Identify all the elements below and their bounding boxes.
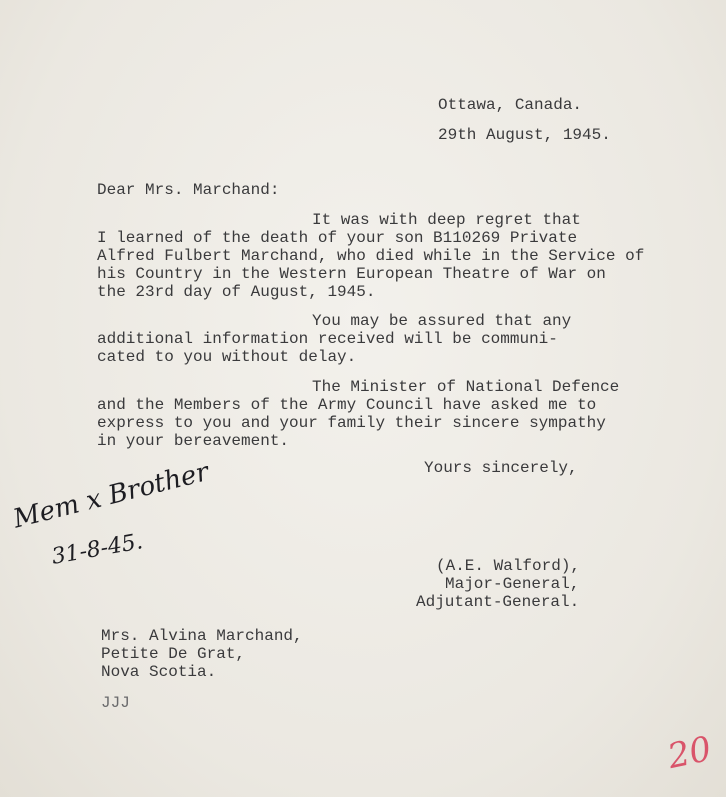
address-line: Mrs. Alvina Marchand,: [101, 627, 303, 645]
paragraph-line: The Minister of National Defence: [312, 378, 620, 396]
paragraph-line: It was with deep regret that: [312, 211, 581, 229]
paragraph-line: express to you and your family their sincere sympathy: [97, 414, 606, 432]
paragraph-line: cated to you without delay.: [97, 348, 357, 366]
paragraph-line: and the Members of the Army Council have asked me to: [97, 396, 597, 414]
address-line: Nova Scotia.: [101, 663, 217, 681]
paragraph-line: his Country in the Western European Theatre of War on: [97, 265, 606, 283]
paragraph-line: Alfred Fulbert Marchand, who died while in the Service of: [97, 247, 645, 265]
paragraph-line: the 23rd day of August, 1945.: [97, 283, 376, 301]
letter-place: Ottawa, Canada.: [438, 96, 583, 114]
handwritten-note: Mem x Brother: [10, 457, 212, 535]
typist-initials: JJJ: [101, 694, 130, 712]
signature-rank: Major-General,: [445, 575, 580, 593]
closing: Yours sincerely,: [424, 459, 578, 477]
paragraph-line: You may be assured that any: [312, 312, 572, 330]
paragraph-line: in your bereavement.: [97, 432, 290, 450]
page-number: 20: [664, 728, 715, 778]
letter-date: 29th August, 1945.: [438, 126, 611, 144]
paragraph-line: additional information received will be communi-: [97, 330, 558, 348]
signature-title: Adjutant-General.: [416, 593, 580, 611]
signature-name: (A.E. Walford),: [436, 557, 581, 575]
address-line: Petite De Grat,: [101, 645, 246, 663]
handwritten-date: 31-8-45.: [49, 529, 145, 570]
salutation: Dear Mrs. Marchand:: [97, 181, 280, 199]
paragraph-line: I learned of the death of your son B110269 Private: [97, 229, 578, 247]
